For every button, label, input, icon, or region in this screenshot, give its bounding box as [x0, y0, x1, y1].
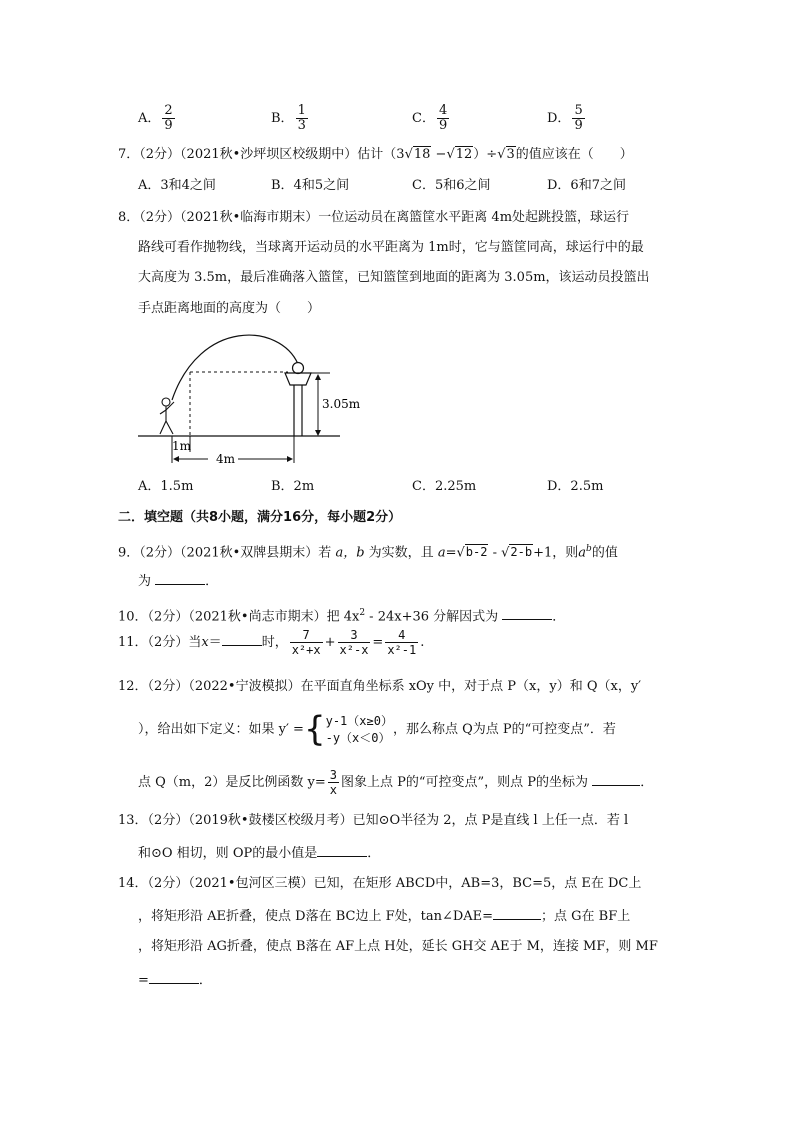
player-icon	[160, 398, 174, 434]
ball-icon	[293, 363, 304, 374]
q6-option-a: A． $\frac{2}{9}$	[138, 103, 173, 133]
q7-option-b: B．4和5之间	[271, 178, 350, 193]
q7-option-c: C．5和6之间	[412, 178, 491, 193]
q14-answer-blank-2[interactable]	[149, 970, 199, 984]
q8-basketball-figure	[130, 328, 361, 468]
q13-line-1: 13．（2分）（2019秋•鼓楼区校级月考）已知⊙O半径为 2，点 P是直线 l 上任一点．若 l	[118, 813, 629, 828]
q10-answer-blank[interactable]	[502, 606, 552, 620]
q13-line-2: 和⊙O 相切，则 OP的最小值是 ．	[138, 843, 380, 863]
q13-answer-blank[interactable]	[317, 843, 367, 857]
ball-trajectory	[172, 335, 298, 400]
q14-line-2: ，将矩形沿 AE折叠，使点 D落在 BC边上 F处，tan∠DAE= ；点 G在 BF上	[138, 906, 630, 926]
q8-line-1: 8．（2分）（2021秋•临海市期末）一位运动员在离篮筐水平距离 4m处起跳投篮，球运行	[118, 210, 630, 225]
q11-stem: 11．（2分）当x＝ 时， $\frac{7}{\text{x²+x}}$ + $\frac{3}{\text{x²-x}}$ = $\frac{4}{\text{x²-1}}$ .	[118, 628, 425, 657]
q12-line-3: 点 Q（m，2）是反比例函数 y= $\frac{3}{x}$ 图象上点 P的“可控变点”，则点 P的坐标为 ．	[138, 768, 654, 797]
label-4m: 4m	[216, 452, 236, 466]
q8-option-d: D．2.5m	[547, 479, 604, 494]
q8-option-a: A．1.5m	[138, 479, 194, 494]
q11-answer-blank[interactable]	[222, 632, 262, 646]
q6-option-b: B． $\frac{1}{3}$	[271, 103, 306, 133]
q8-line-3: 大高度为 3.5m，最后准确落入篮筐，已知篮筐到地面的距离为 3.05m，该运动员投篮出	[138, 270, 650, 285]
q14-line-4: = ．	[138, 970, 212, 990]
q14-line-3: ，将矩形沿 AG折叠，使点 B落在 AF上点 H处，延长 GH交 AE于 M，连接 MF，则 MF	[138, 939, 658, 954]
q7-option-d: D．6和7之间	[547, 178, 626, 193]
q8-line-2: 路线可看作抛物线，当球离开运动员的水平距离为 1m时，它与篮筐同高，球运行中的最	[138, 240, 644, 255]
q8-line-4: 手点距离地面的高度为（ ）	[138, 301, 321, 316]
q12-line-2: ），给出如下定义：如果 y′ ={ y-1（x≥0） -y（x＜0） ，那么称点 Q为点 P的“可控变点”．若	[138, 709, 616, 750]
q6-option-c: C． $\frac{4}{9}$	[412, 103, 448, 133]
q9-line-2: 为 ．	[138, 571, 218, 591]
q12-answer-blank[interactable]	[592, 772, 640, 786]
section-2-title: 二．填空题（共8小题，满分16分，每小题2分）	[118, 510, 402, 525]
label-1m: 1m	[172, 439, 192, 453]
height-label: 3.05m	[322, 397, 361, 411]
q7-stem: 7．（2分）（2021秋•沙坪坝区校级期中）估计（3√18 −√12）÷√3的值应该在（ ）	[118, 147, 633, 162]
q14-answer-blank-1[interactable]	[493, 906, 541, 920]
q9-answer-blank[interactable]	[155, 571, 205, 585]
q12-line-1: 12．（2分）（2022•宁波模拟）在平面直角坐标系 xOy 中，对于点 P（x，y）和 Q（x，y′	[118, 679, 642, 694]
q14-line-1: 14．（2分）（2021•包河区三模）已知，在矩形 ABCD中，AB=3，BC=5，点 E在 DC上	[118, 876, 642, 891]
q8-option-c: C．2.25m	[412, 479, 477, 494]
q8-option-b: B．2m	[271, 479, 315, 494]
q6-option-d: D． $\frac{5}{9}$	[547, 103, 583, 133]
q10-stem: 10．（2分）（2021秋•尚志市期末）把 $4x^2 - 24x+36$ 分解因式为 ．	[118, 608, 566, 625]
hoop-icon	[285, 373, 311, 436]
q7-option-a: A．3和4之间	[138, 178, 216, 193]
q9-line-1: 9．（2分）（2021秋•双牌县期末）若 a，b 为实数，且 a=√b-2 - √2-b+1，则$a^b$的值	[118, 544, 618, 561]
